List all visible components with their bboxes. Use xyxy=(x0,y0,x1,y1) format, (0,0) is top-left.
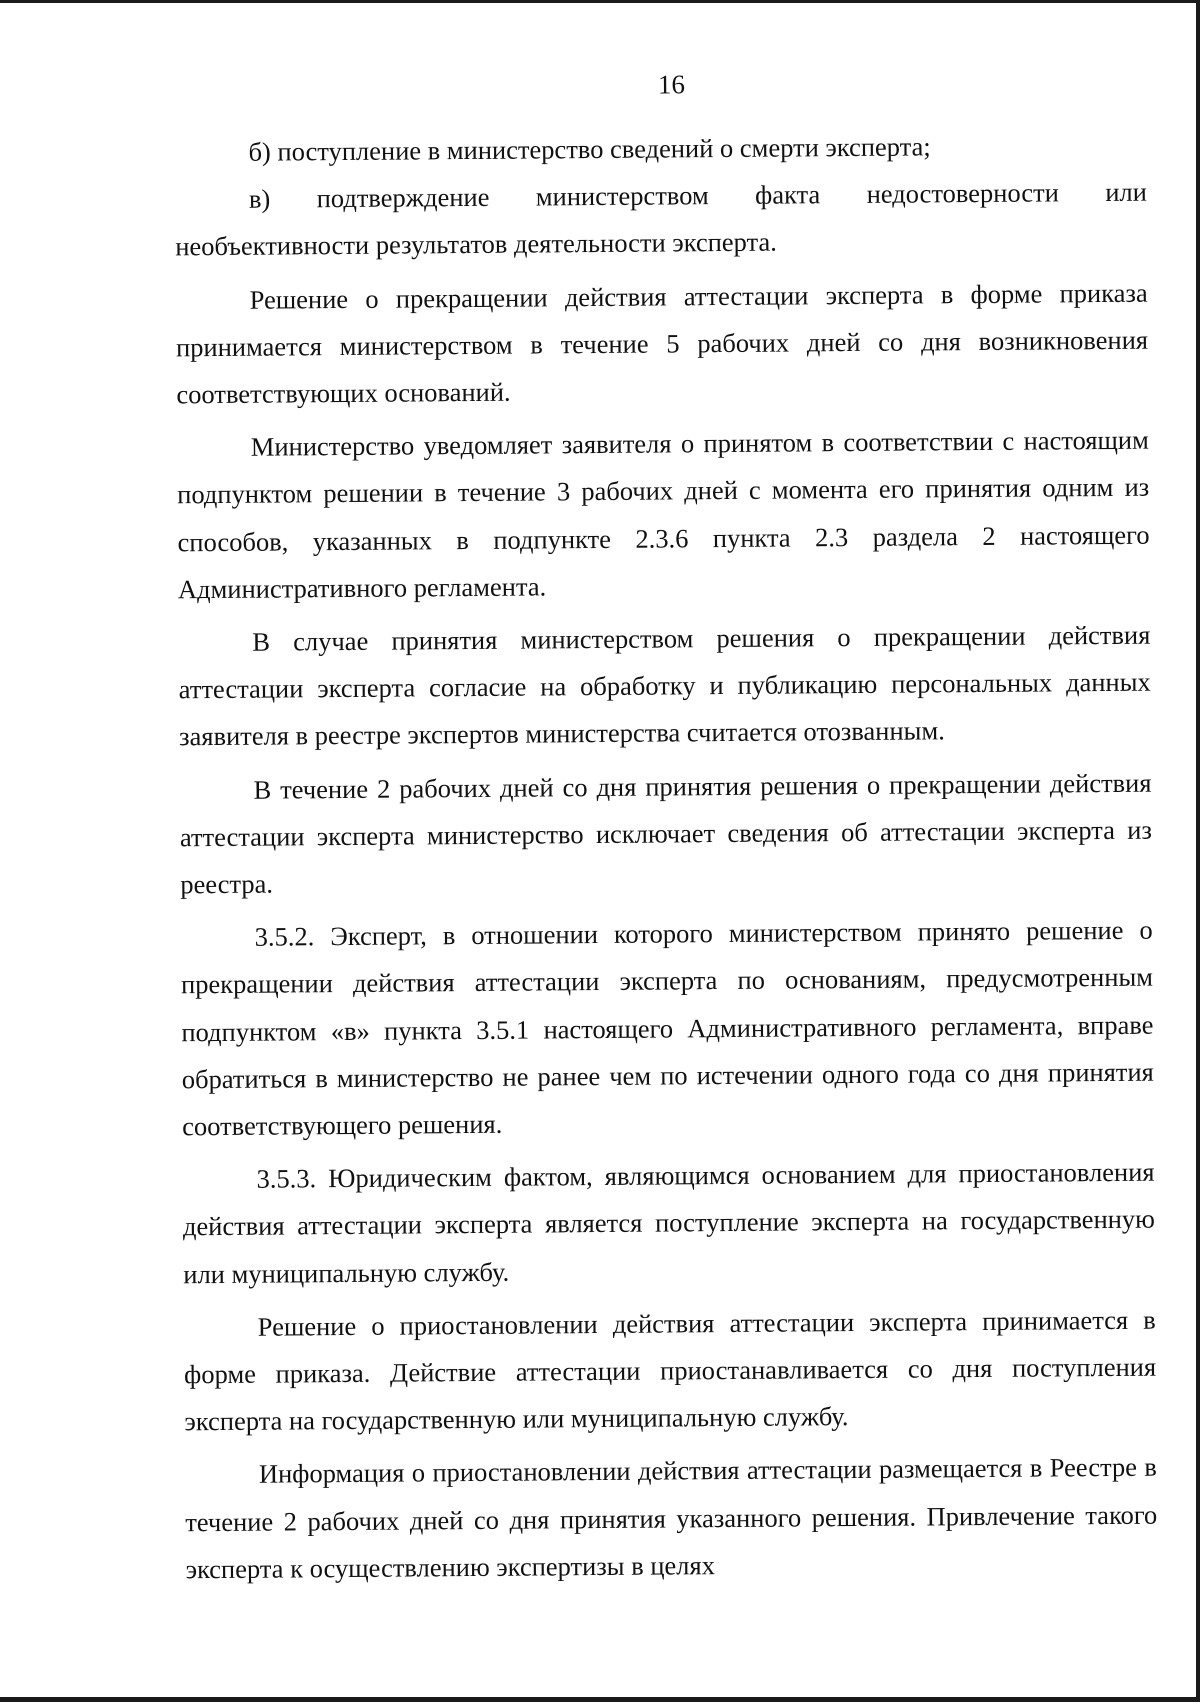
page-number: 16 xyxy=(657,69,686,100)
paragraph-3-5-3: 3.5.3. Юридическим фактом, являющимся основанием для приостановления действия аттестации эксперта является поступление эксперта на государственную или муниципальную службу. xyxy=(182,1156,1156,1289)
paragraph-item-v: в) подтверждение министерством факта недостоверности или необъективности результатов деятельности эксперта. xyxy=(175,176,1147,262)
paragraph-suspension-info: Информация о приостановлении действия аттестации размещается в Реестре в течение 2 рабочих дней со дня принятия указанного решения. Привлечение такого эксперта к осуществлению экспертизы в целях xyxy=(185,1452,1158,1585)
paragraph-suspension-decision: Решение о приостановлении действия аттестации эксперта принимается в форме приказа. Действие аттестации приостанавливается со дня поступления эксперта на государственную или муниципальную службу. xyxy=(183,1304,1157,1437)
paragraph-registry-exclusion: В течение 2 рабочих дней со дня принятия решения о прекращении действия аттестации эксперта министерство исключает сведения об аттестации эксперта из реестра. xyxy=(179,767,1152,900)
document-body xyxy=(174,122,1157,1594)
paragraph-termination-decision: Решение о прекращении действия аттестации эксперта в форме приказа принимается министерством в течение 5 рабочих дней со дня возникновения соответствующих оснований. xyxy=(175,277,1149,410)
paragraph-item-b: б) поступление в министерство сведений о смерти эксперта; xyxy=(248,131,931,167)
paragraph-notification: Министерство уведомляет заявителя о принятом в соответствии с настоящим подпунктом решении в течение 3 рабочих дней с момента его принятия одним из способов, указанных в подпункте 2.3.6 пункта 2.3 раздела 2 настоящего Административного регламента. xyxy=(177,424,1150,605)
paragraph-3-5-2: 3.5.2. Эксперт, в отношении которого министерством принято решение о прекращении действия аттестации эксперта по основаниям, предусмотренным подпунктом «в» пункта 3.5.1 настоящего Административного регламента, вправе обратиться в министерство не ранее чем по истечении одного года со дня принятия соответствующего решения. xyxy=(180,914,1154,1142)
paragraph-consent-revoked: В случае принятия министерством решения о прекращении действия аттестации эксперта согласие на обработку и публикацию персональных данных заявителя в реестре экспертов министерства считается отозванным. xyxy=(178,619,1151,752)
